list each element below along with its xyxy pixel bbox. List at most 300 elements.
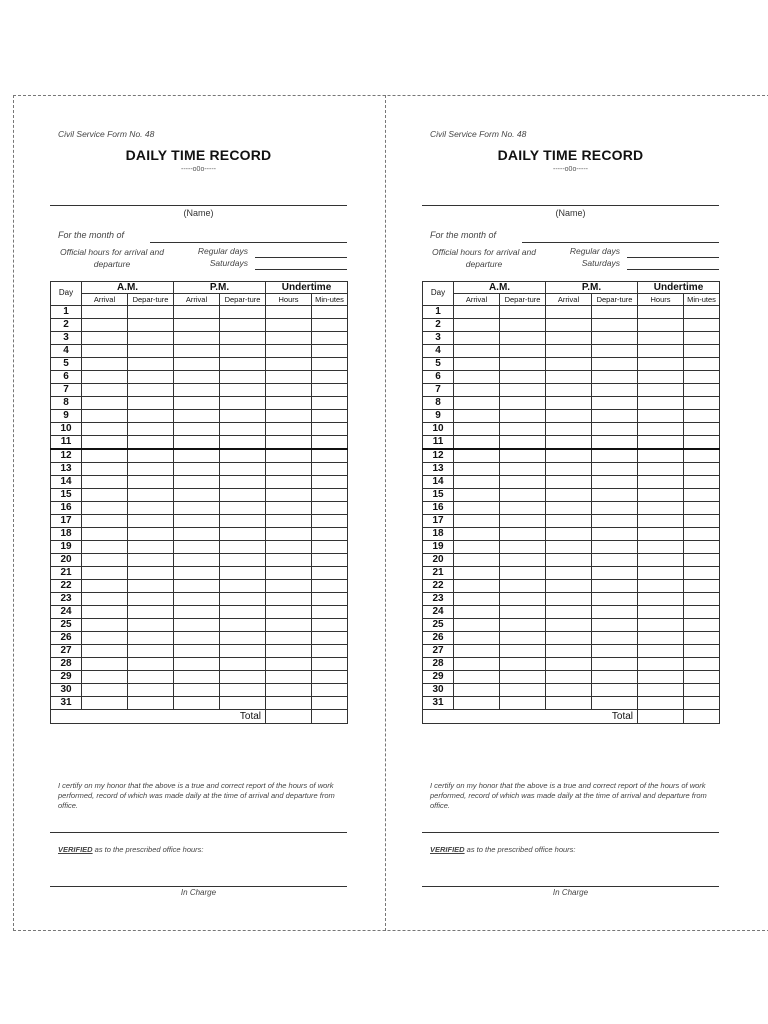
pm-arrival-cell[interactable] (174, 384, 220, 397)
undertime-minutes-cell[interactable] (684, 397, 720, 410)
undertime-hours-cell[interactable] (638, 632, 684, 645)
am-arrival-cell[interactable] (454, 697, 500, 710)
pm-departure-cell[interactable] (220, 528, 266, 541)
am-arrival-cell[interactable] (454, 384, 500, 397)
am-departure-cell[interactable] (500, 358, 546, 371)
pm-departure-cell[interactable] (220, 567, 266, 580)
pm-arrival-cell[interactable] (174, 410, 220, 423)
am-arrival-cell[interactable] (454, 397, 500, 410)
am-departure-cell[interactable] (500, 436, 546, 450)
pm-departure-cell[interactable] (592, 371, 638, 384)
am-departure-cell[interactable] (128, 358, 174, 371)
undertime-minutes-cell[interactable] (684, 580, 720, 593)
pm-departure-cell[interactable] (220, 436, 266, 450)
am-departure-cell[interactable] (500, 423, 546, 436)
am-departure-cell[interactable] (500, 345, 546, 358)
am-departure-cell[interactable] (128, 384, 174, 397)
am-departure-cell[interactable] (128, 306, 174, 319)
pm-departure-cell[interactable] (592, 436, 638, 450)
undertime-hours-cell[interactable] (266, 476, 312, 489)
pm-arrival-cell[interactable] (174, 541, 220, 554)
pm-arrival-cell[interactable] (174, 528, 220, 541)
am-departure-cell[interactable] (500, 463, 546, 476)
undertime-minutes-cell[interactable] (312, 528, 348, 541)
undertime-hours-cell[interactable] (266, 541, 312, 554)
am-departure-cell[interactable] (500, 580, 546, 593)
am-arrival-cell[interactable] (82, 697, 128, 710)
undertime-hours-cell[interactable] (638, 463, 684, 476)
undertime-minutes-cell[interactable] (312, 697, 348, 710)
am-arrival-cell[interactable] (82, 658, 128, 671)
pm-departure-cell[interactable] (220, 606, 266, 619)
undertime-minutes-cell[interactable] (684, 554, 720, 567)
undertime-hours-cell[interactable] (266, 410, 312, 423)
pm-departure-cell[interactable] (220, 645, 266, 658)
regular-days-field-line[interactable] (627, 257, 719, 258)
am-arrival-cell[interactable] (82, 358, 128, 371)
pm-arrival-cell[interactable] (546, 645, 592, 658)
pm-arrival-cell[interactable] (546, 515, 592, 528)
undertime-hours-cell[interactable] (638, 397, 684, 410)
am-arrival-cell[interactable] (454, 319, 500, 332)
pm-arrival-cell[interactable] (174, 593, 220, 606)
undertime-minutes-cell[interactable] (684, 463, 720, 476)
am-arrival-cell[interactable] (82, 319, 128, 332)
month-field-line[interactable] (522, 242, 719, 243)
am-arrival-cell[interactable] (82, 410, 128, 423)
undertime-minutes-cell[interactable] (312, 371, 348, 384)
undertime-minutes-cell[interactable] (684, 567, 720, 580)
am-arrival-cell[interactable] (454, 449, 500, 463)
am-departure-cell[interactable] (128, 332, 174, 345)
undertime-hours-cell[interactable] (266, 502, 312, 515)
undertime-hours-cell[interactable] (266, 449, 312, 463)
pm-departure-cell[interactable] (220, 306, 266, 319)
total-minutes-cell[interactable] (312, 710, 348, 724)
undertime-hours-cell[interactable] (266, 423, 312, 436)
undertime-hours-cell[interactable] (266, 489, 312, 502)
pm-departure-cell[interactable] (220, 358, 266, 371)
undertime-minutes-cell[interactable] (684, 449, 720, 463)
am-arrival-cell[interactable] (454, 554, 500, 567)
undertime-minutes-cell[interactable] (312, 345, 348, 358)
am-departure-cell[interactable] (500, 684, 546, 697)
pm-arrival-cell[interactable] (174, 306, 220, 319)
undertime-hours-cell[interactable] (266, 332, 312, 345)
undertime-minutes-cell[interactable] (312, 306, 348, 319)
undertime-minutes-cell[interactable] (684, 528, 720, 541)
pm-arrival-cell[interactable] (174, 397, 220, 410)
pm-arrival-cell[interactable] (546, 554, 592, 567)
name-line[interactable] (50, 205, 347, 206)
pm-departure-cell[interactable] (220, 697, 266, 710)
undertime-minutes-cell[interactable] (684, 332, 720, 345)
pm-departure-cell[interactable] (592, 593, 638, 606)
undertime-hours-cell[interactable] (638, 476, 684, 489)
undertime-hours-cell[interactable] (266, 580, 312, 593)
undertime-hours-cell[interactable] (638, 332, 684, 345)
am-departure-cell[interactable] (500, 567, 546, 580)
pm-departure-cell[interactable] (592, 554, 638, 567)
undertime-hours-cell[interactable] (266, 671, 312, 684)
am-arrival-cell[interactable] (454, 515, 500, 528)
am-departure-cell[interactable] (128, 502, 174, 515)
am-departure-cell[interactable] (128, 645, 174, 658)
pm-arrival-cell[interactable] (546, 371, 592, 384)
undertime-minutes-cell[interactable] (684, 658, 720, 671)
undertime-hours-cell[interactable] (638, 345, 684, 358)
pm-departure-cell[interactable] (220, 541, 266, 554)
am-departure-cell[interactable] (500, 371, 546, 384)
undertime-hours-cell[interactable] (638, 567, 684, 580)
pm-arrival-cell[interactable] (174, 515, 220, 528)
undertime-hours-cell[interactable] (266, 371, 312, 384)
pm-departure-cell[interactable] (592, 502, 638, 515)
pm-departure-cell[interactable] (220, 632, 266, 645)
pm-arrival-cell[interactable] (546, 658, 592, 671)
undertime-minutes-cell[interactable] (312, 645, 348, 658)
pm-departure-cell[interactable] (592, 397, 638, 410)
undertime-minutes-cell[interactable] (312, 332, 348, 345)
in-charge-signature-line[interactable] (422, 886, 719, 887)
saturdays-field-line[interactable] (255, 269, 347, 270)
am-arrival-cell[interactable] (454, 658, 500, 671)
am-departure-cell[interactable] (500, 332, 546, 345)
am-arrival-cell[interactable] (82, 580, 128, 593)
pm-departure-cell[interactable] (592, 606, 638, 619)
pm-departure-cell[interactable] (592, 515, 638, 528)
am-arrival-cell[interactable] (82, 489, 128, 502)
undertime-hours-cell[interactable] (266, 384, 312, 397)
am-arrival-cell[interactable] (82, 593, 128, 606)
am-departure-cell[interactable] (500, 515, 546, 528)
undertime-minutes-cell[interactable] (312, 449, 348, 463)
pm-arrival-cell[interactable] (174, 580, 220, 593)
pm-departure-cell[interactable] (220, 489, 266, 502)
am-departure-cell[interactable] (500, 658, 546, 671)
undertime-hours-cell[interactable] (638, 619, 684, 632)
am-departure-cell[interactable] (128, 658, 174, 671)
undertime-minutes-cell[interactable] (684, 476, 720, 489)
pm-departure-cell[interactable] (220, 423, 266, 436)
undertime-minutes-cell[interactable] (312, 358, 348, 371)
am-departure-cell[interactable] (128, 449, 174, 463)
am-arrival-cell[interactable] (454, 541, 500, 554)
undertime-hours-cell[interactable] (638, 358, 684, 371)
pm-arrival-cell[interactable] (546, 463, 592, 476)
undertime-hours-cell[interactable] (638, 515, 684, 528)
pm-departure-cell[interactable] (592, 528, 638, 541)
pm-arrival-cell[interactable] (174, 476, 220, 489)
pm-arrival-cell[interactable] (174, 371, 220, 384)
signature-line[interactable] (422, 832, 719, 833)
undertime-hours-cell[interactable] (266, 606, 312, 619)
pm-arrival-cell[interactable] (546, 449, 592, 463)
pm-arrival-cell[interactable] (174, 697, 220, 710)
pm-departure-cell[interactable] (592, 306, 638, 319)
pm-departure-cell[interactable] (220, 463, 266, 476)
am-departure-cell[interactable] (128, 397, 174, 410)
pm-departure-cell[interactable] (220, 515, 266, 528)
undertime-minutes-cell[interactable] (312, 319, 348, 332)
am-arrival-cell[interactable] (82, 632, 128, 645)
am-departure-cell[interactable] (128, 593, 174, 606)
undertime-minutes-cell[interactable] (312, 632, 348, 645)
pm-arrival-cell[interactable] (546, 528, 592, 541)
undertime-hours-cell[interactable] (638, 502, 684, 515)
am-arrival-cell[interactable] (454, 371, 500, 384)
pm-arrival-cell[interactable] (174, 645, 220, 658)
am-arrival-cell[interactable] (82, 436, 128, 450)
pm-departure-cell[interactable] (220, 593, 266, 606)
undertime-hours-cell[interactable] (638, 554, 684, 567)
undertime-minutes-cell[interactable] (312, 619, 348, 632)
pm-arrival-cell[interactable] (546, 580, 592, 593)
pm-arrival-cell[interactable] (546, 384, 592, 397)
pm-departure-cell[interactable] (592, 332, 638, 345)
am-departure-cell[interactable] (500, 697, 546, 710)
am-departure-cell[interactable] (128, 515, 174, 528)
undertime-hours-cell[interactable] (638, 436, 684, 450)
am-arrival-cell[interactable] (454, 410, 500, 423)
pm-arrival-cell[interactable] (546, 410, 592, 423)
am-arrival-cell[interactable] (82, 684, 128, 697)
pm-departure-cell[interactable] (220, 502, 266, 515)
undertime-hours-cell[interactable] (638, 423, 684, 436)
am-departure-cell[interactable] (500, 476, 546, 489)
am-departure-cell[interactable] (128, 671, 174, 684)
undertime-minutes-cell[interactable] (312, 606, 348, 619)
am-departure-cell[interactable] (128, 580, 174, 593)
am-departure-cell[interactable] (500, 554, 546, 567)
undertime-hours-cell[interactable] (266, 619, 312, 632)
undertime-hours-cell[interactable] (266, 397, 312, 410)
pm-arrival-cell[interactable] (174, 502, 220, 515)
pm-arrival-cell[interactable] (546, 306, 592, 319)
pm-departure-cell[interactable] (220, 397, 266, 410)
undertime-minutes-cell[interactable] (312, 567, 348, 580)
pm-arrival-cell[interactable] (546, 489, 592, 502)
am-arrival-cell[interactable] (454, 645, 500, 658)
pm-arrival-cell[interactable] (546, 397, 592, 410)
total-hours-cell[interactable] (266, 710, 312, 724)
pm-departure-cell[interactable] (592, 632, 638, 645)
pm-departure-cell[interactable] (592, 658, 638, 671)
pm-departure-cell[interactable] (220, 619, 266, 632)
am-departure-cell[interactable] (500, 632, 546, 645)
undertime-minutes-cell[interactable] (312, 593, 348, 606)
pm-arrival-cell[interactable] (174, 358, 220, 371)
undertime-hours-cell[interactable] (266, 358, 312, 371)
pm-departure-cell[interactable] (592, 684, 638, 697)
undertime-hours-cell[interactable] (266, 593, 312, 606)
undertime-minutes-cell[interactable] (312, 397, 348, 410)
pm-departure-cell[interactable] (592, 463, 638, 476)
undertime-hours-cell[interactable] (638, 645, 684, 658)
am-arrival-cell[interactable] (454, 684, 500, 697)
am-arrival-cell[interactable] (454, 345, 500, 358)
pm-departure-cell[interactable] (592, 645, 638, 658)
undertime-minutes-cell[interactable] (312, 671, 348, 684)
pm-departure-cell[interactable] (592, 619, 638, 632)
pm-arrival-cell[interactable] (546, 436, 592, 450)
undertime-hours-cell[interactable] (638, 384, 684, 397)
undertime-hours-cell[interactable] (638, 410, 684, 423)
undertime-hours-cell[interactable] (266, 436, 312, 450)
am-arrival-cell[interactable] (454, 567, 500, 580)
pm-arrival-cell[interactable] (174, 423, 220, 436)
undertime-hours-cell[interactable] (638, 306, 684, 319)
am-arrival-cell[interactable] (82, 423, 128, 436)
am-departure-cell[interactable] (128, 632, 174, 645)
undertime-minutes-cell[interactable] (312, 554, 348, 567)
am-departure-cell[interactable] (128, 423, 174, 436)
undertime-minutes-cell[interactable] (684, 306, 720, 319)
pm-arrival-cell[interactable] (546, 423, 592, 436)
pm-departure-cell[interactable] (220, 345, 266, 358)
am-departure-cell[interactable] (128, 489, 174, 502)
undertime-minutes-cell[interactable] (684, 515, 720, 528)
am-arrival-cell[interactable] (454, 671, 500, 684)
pm-departure-cell[interactable] (592, 697, 638, 710)
pm-arrival-cell[interactable] (174, 671, 220, 684)
undertime-minutes-cell[interactable] (684, 619, 720, 632)
pm-arrival-cell[interactable] (174, 606, 220, 619)
am-arrival-cell[interactable] (454, 619, 500, 632)
pm-arrival-cell[interactable] (174, 332, 220, 345)
undertime-minutes-cell[interactable] (684, 671, 720, 684)
am-departure-cell[interactable] (128, 371, 174, 384)
pm-arrival-cell[interactable] (174, 463, 220, 476)
pm-departure-cell[interactable] (220, 319, 266, 332)
undertime-minutes-cell[interactable] (312, 423, 348, 436)
undertime-minutes-cell[interactable] (312, 489, 348, 502)
pm-departure-cell[interactable] (592, 489, 638, 502)
pm-arrival-cell[interactable] (546, 606, 592, 619)
pm-arrival-cell[interactable] (546, 332, 592, 345)
undertime-minutes-cell[interactable] (312, 580, 348, 593)
undertime-hours-cell[interactable] (266, 567, 312, 580)
am-departure-cell[interactable] (128, 619, 174, 632)
am-arrival-cell[interactable] (454, 332, 500, 345)
am-arrival-cell[interactable] (82, 528, 128, 541)
am-departure-cell[interactable] (500, 384, 546, 397)
am-departure-cell[interactable] (128, 684, 174, 697)
am-arrival-cell[interactable] (82, 619, 128, 632)
undertime-hours-cell[interactable] (266, 463, 312, 476)
am-arrival-cell[interactable] (454, 476, 500, 489)
am-arrival-cell[interactable] (82, 541, 128, 554)
pm-arrival-cell[interactable] (174, 567, 220, 580)
pm-departure-cell[interactable] (220, 410, 266, 423)
am-departure-cell[interactable] (128, 436, 174, 450)
am-arrival-cell[interactable] (82, 476, 128, 489)
pm-departure-cell[interactable] (220, 449, 266, 463)
am-departure-cell[interactable] (128, 567, 174, 580)
pm-departure-cell[interactable] (220, 671, 266, 684)
am-arrival-cell[interactable] (454, 436, 500, 450)
am-arrival-cell[interactable] (82, 645, 128, 658)
am-arrival-cell[interactable] (82, 606, 128, 619)
am-departure-cell[interactable] (500, 306, 546, 319)
undertime-minutes-cell[interactable] (684, 436, 720, 450)
am-arrival-cell[interactable] (82, 397, 128, 410)
am-arrival-cell[interactable] (454, 423, 500, 436)
am-arrival-cell[interactable] (454, 593, 500, 606)
am-departure-cell[interactable] (500, 593, 546, 606)
regular-days-field-line[interactable] (255, 257, 347, 258)
am-arrival-cell[interactable] (82, 515, 128, 528)
undertime-hours-cell[interactable] (638, 541, 684, 554)
am-arrival-cell[interactable] (82, 567, 128, 580)
undertime-hours-cell[interactable] (266, 306, 312, 319)
am-departure-cell[interactable] (500, 397, 546, 410)
pm-arrival-cell[interactable] (546, 632, 592, 645)
undertime-hours-cell[interactable] (638, 580, 684, 593)
am-departure-cell[interactable] (500, 449, 546, 463)
pm-arrival-cell[interactable] (546, 684, 592, 697)
am-arrival-cell[interactable] (82, 306, 128, 319)
pm-departure-cell[interactable] (592, 358, 638, 371)
am-departure-cell[interactable] (500, 645, 546, 658)
undertime-minutes-cell[interactable] (684, 593, 720, 606)
pm-departure-cell[interactable] (220, 580, 266, 593)
am-arrival-cell[interactable] (82, 554, 128, 567)
am-arrival-cell[interactable] (82, 502, 128, 515)
am-arrival-cell[interactable] (454, 580, 500, 593)
undertime-hours-cell[interactable] (638, 593, 684, 606)
pm-arrival-cell[interactable] (174, 319, 220, 332)
undertime-minutes-cell[interactable] (312, 384, 348, 397)
am-departure-cell[interactable] (500, 528, 546, 541)
pm-departure-cell[interactable] (220, 371, 266, 384)
am-departure-cell[interactable] (500, 410, 546, 423)
undertime-hours-cell[interactable] (638, 606, 684, 619)
undertime-minutes-cell[interactable] (312, 515, 348, 528)
am-arrival-cell[interactable] (82, 463, 128, 476)
undertime-minutes-cell[interactable] (312, 541, 348, 554)
undertime-minutes-cell[interactable] (312, 658, 348, 671)
undertime-minutes-cell[interactable] (684, 384, 720, 397)
undertime-minutes-cell[interactable] (684, 684, 720, 697)
pm-arrival-cell[interactable] (174, 554, 220, 567)
undertime-minutes-cell[interactable] (312, 436, 348, 450)
pm-departure-cell[interactable] (592, 384, 638, 397)
pm-departure-cell[interactable] (592, 345, 638, 358)
total-minutes-cell[interactable] (684, 710, 720, 724)
total-hours-cell[interactable] (638, 710, 684, 724)
pm-departure-cell[interactable] (592, 319, 638, 332)
am-departure-cell[interactable] (128, 345, 174, 358)
undertime-minutes-cell[interactable] (312, 410, 348, 423)
pm-departure-cell[interactable] (592, 423, 638, 436)
name-line[interactable] (422, 205, 719, 206)
am-departure-cell[interactable] (500, 606, 546, 619)
undertime-hours-cell[interactable] (638, 684, 684, 697)
pm-arrival-cell[interactable] (546, 319, 592, 332)
am-arrival-cell[interactable] (454, 358, 500, 371)
am-departure-cell[interactable] (128, 476, 174, 489)
undertime-minutes-cell[interactable] (684, 541, 720, 554)
undertime-minutes-cell[interactable] (684, 489, 720, 502)
pm-departure-cell[interactable] (220, 658, 266, 671)
pm-arrival-cell[interactable] (546, 476, 592, 489)
am-arrival-cell[interactable] (454, 606, 500, 619)
am-departure-cell[interactable] (128, 528, 174, 541)
pm-arrival-cell[interactable] (546, 619, 592, 632)
undertime-hours-cell[interactable] (638, 371, 684, 384)
pm-departure-cell[interactable] (592, 671, 638, 684)
